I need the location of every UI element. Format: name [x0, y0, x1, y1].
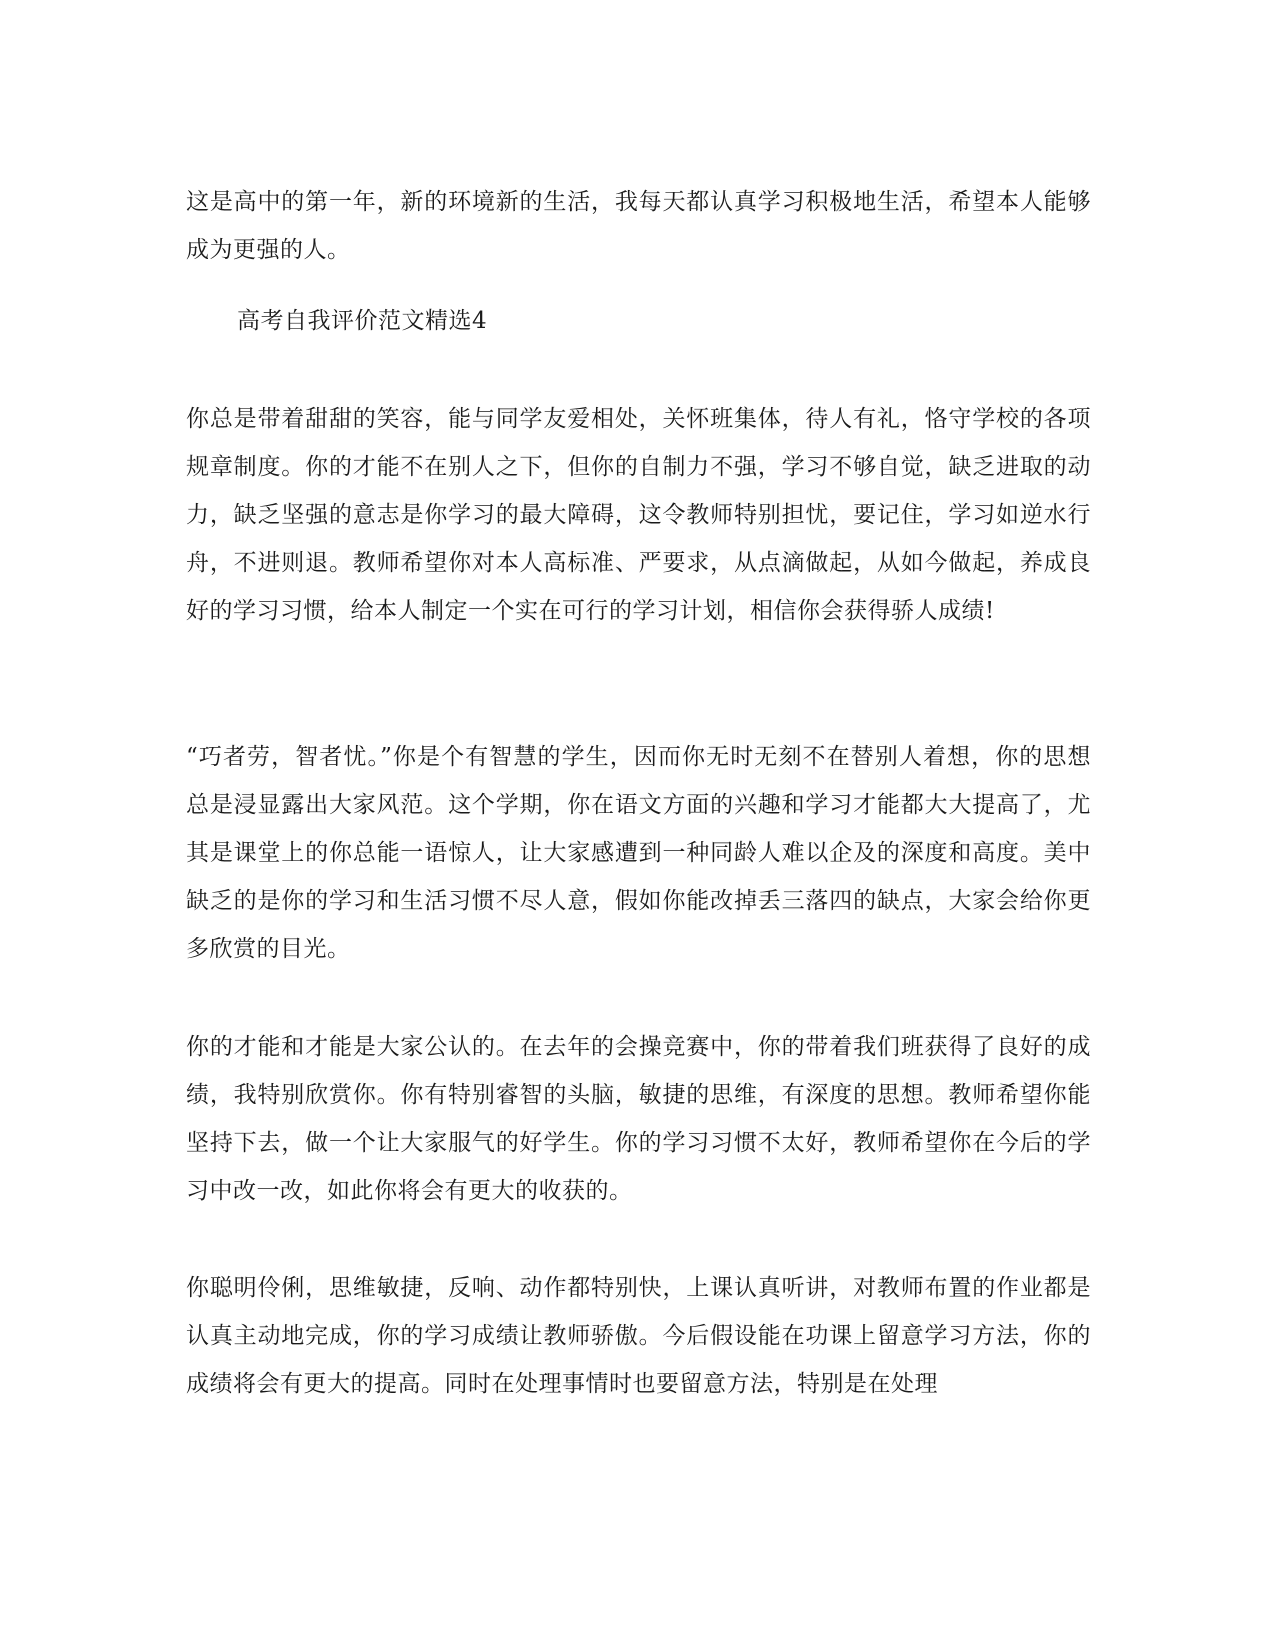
paragraph: 你总是带着甜甜的笑容，能与同学友爱相处，关怀班集体，待人有礼，恪守学校的各项规章制度。你的才能不在别人之下，但你的自制力不强，学习不够自觉，缺乏进取的动力，缺乏坚强的意志是你学习的最大障碍，这令教师特别担忧，要记住，学习如逆水行舟，不进则退。教师希望你对本人高标准、严要求，从点滴做起，从如今做起，养成良好的学习习惯，给本人制定一个实在可行的学习计划，相信你会获得骄人成绩! [186, 406, 1091, 624]
paragraph: 你聪明伶俐，思维敏捷，反响、动作都特别快，上课认真听讲，对教师布置的作业都是认真主动地完成，你的学习成绩让教师骄傲。今后假设能在功课上留意学习方法，你的成绩将会有更大的提高。同时在处理事情时也要留意方法，特别是在处理 [186, 1275, 1091, 1397]
section-heading: 高考自我评价范文精选4 [237, 308, 488, 334]
paragraph: 你的才能和才能是大家公认的。在去年的会操竞赛中，你的带着我们班获得了良好的成绩，我特别欣赏你。你有特别睿智的头脑，敏捷的思维，有深度的思想。教师希望你能坚持下去，做一个让大家服气的好学生。你的学习习惯不太好，教师希望你在今后的学习中改一改，如此你将会有更大的收获的。 [186, 1034, 1091, 1204]
paragraph: “巧者劳，智者忧。”你是个有智慧的学生，因而你无时无刻不在替别人着想，你的思想总是浸显露出大家风范。这个学期，你在语文方面的兴趣和学习才能都大大提高了，尤其是课堂上的你总能一语惊人，让大家感遭到一种同龄人难以企及的深度和高度。美中缺乏的是你的学习和生活习惯不尽人意，假如你能改掉丢三落四的缺点，大家会给你更多欣赏的目光。 [186, 744, 1091, 962]
intro-paragraph: 这是高中的第一年，新的环境新的生活，我每天都认真学习积极地生活，希望本人能够成为更强的人。 [186, 189, 1091, 263]
